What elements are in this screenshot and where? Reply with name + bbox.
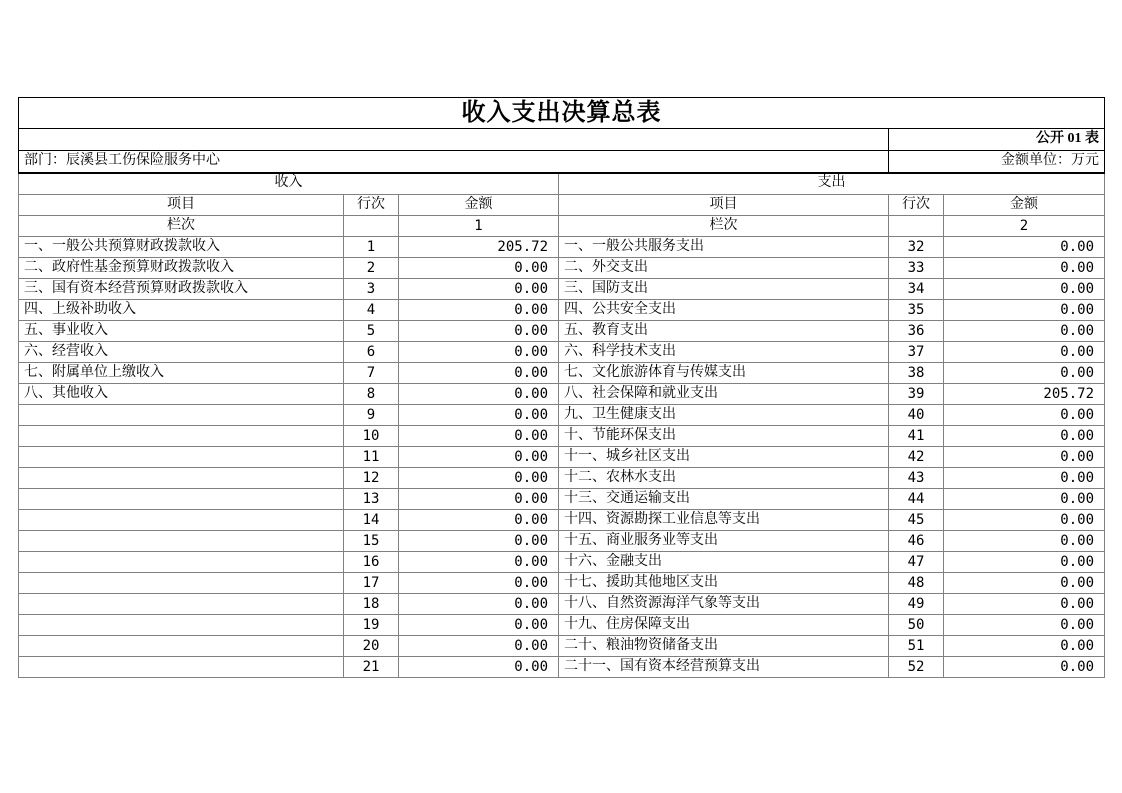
expense-line-cell: 40 bbox=[889, 405, 944, 426]
income-amount-cell: 0.00 bbox=[399, 426, 559, 447]
expense-line-cell: 34 bbox=[889, 279, 944, 300]
table-row bbox=[19, 489, 1105, 510]
income-amount-cell: 0.00 bbox=[399, 342, 559, 363]
expense-line-cell: 45 bbox=[889, 510, 944, 531]
expense-item-cell: 十一、城乡社区支出 bbox=[559, 447, 889, 468]
expense-column-row-label: 栏次 bbox=[559, 216, 889, 237]
table-row bbox=[19, 426, 1105, 447]
income-amount-cell: 0.00 bbox=[399, 552, 559, 573]
expense-amount-cell: 0.00 bbox=[944, 573, 1105, 594]
table-row bbox=[19, 657, 1105, 678]
income-line-cell: 13 bbox=[344, 489, 399, 510]
expense-line-cell: 51 bbox=[889, 636, 944, 657]
expense-item-cell: 十、节能环保支出 bbox=[559, 426, 889, 447]
income-amount-cell: 0.00 bbox=[399, 468, 559, 489]
expense-amount-cell: 0.00 bbox=[944, 342, 1105, 363]
income-item-cell bbox=[19, 405, 344, 426]
income-amount-cell: 0.00 bbox=[399, 657, 559, 678]
expense-amount-cell: 0.00 bbox=[944, 321, 1105, 342]
income-line-cell: 9 bbox=[344, 405, 399, 426]
table-row bbox=[19, 405, 1105, 426]
income-amount-cell: 0.00 bbox=[399, 279, 559, 300]
expense-amount-cell: 0.00 bbox=[944, 258, 1105, 279]
income-amount-header: 金额 bbox=[399, 195, 559, 216]
expense-item-cell: 二十一、国有资本经营预算支出 bbox=[559, 657, 889, 678]
income-item-cell bbox=[19, 657, 344, 678]
expense-line-cell: 47 bbox=[889, 552, 944, 573]
table-row bbox=[19, 573, 1105, 594]
expense-amount-cell: 0.00 bbox=[944, 489, 1105, 510]
expense-line-cell: 35 bbox=[889, 300, 944, 321]
income-amount-cell: 0.00 bbox=[399, 636, 559, 657]
expense-item-cell: 十二、农林水支出 bbox=[559, 468, 889, 489]
table-row bbox=[19, 300, 1105, 321]
expense-amount-cell: 0.00 bbox=[944, 447, 1105, 468]
expense-amount-cell: 0.00 bbox=[944, 531, 1105, 552]
expense-line-cell: 43 bbox=[889, 468, 944, 489]
income-line-cell: 5 bbox=[344, 321, 399, 342]
expense-amount-cell: 0.00 bbox=[944, 510, 1105, 531]
table-row bbox=[19, 384, 1105, 405]
expense-column-row-blank bbox=[889, 216, 944, 237]
income-line-cell: 14 bbox=[344, 510, 399, 531]
income-item-cell: 四、上级补助收入 bbox=[19, 300, 344, 321]
income-line-cell: 1 bbox=[344, 237, 399, 258]
expense-amount-cell: 0.00 bbox=[944, 237, 1105, 258]
table-row bbox=[19, 594, 1105, 615]
expense-amount-header: 金额 bbox=[944, 195, 1105, 216]
income-line-cell: 2 bbox=[344, 258, 399, 279]
table-row bbox=[19, 447, 1105, 468]
income-line-cell: 20 bbox=[344, 636, 399, 657]
expense-line-cell: 46 bbox=[889, 531, 944, 552]
expense-line-cell: 42 bbox=[889, 447, 944, 468]
income-item-cell bbox=[19, 615, 344, 636]
income-line-cell: 11 bbox=[344, 447, 399, 468]
income-amount-cell: 0.00 bbox=[399, 321, 559, 342]
income-item-cell: 三、国有资本经营预算财政拨款收入 bbox=[19, 279, 344, 300]
expense-item-cell: 十九、住房保障支出 bbox=[559, 615, 889, 636]
income-amount-cell: 0.00 bbox=[399, 300, 559, 321]
table-row bbox=[19, 342, 1105, 363]
expense-line-cell: 52 bbox=[889, 657, 944, 678]
income-amount-cell: 0.00 bbox=[399, 489, 559, 510]
expense-line-cell: 49 bbox=[889, 594, 944, 615]
income-item-cell: 八、其他收入 bbox=[19, 384, 344, 405]
expense-item-cell: 二、外交支出 bbox=[559, 258, 889, 279]
table-row bbox=[19, 279, 1105, 300]
income-item-header: 项目 bbox=[19, 195, 344, 216]
expense-amount-cell: 205.72 bbox=[944, 384, 1105, 405]
income-column-row-label: 栏次 bbox=[19, 216, 344, 237]
income-line-header: 行次 bbox=[344, 195, 399, 216]
page-title: 收入支出决算总表 bbox=[19, 98, 1105, 129]
income-amount-cell: 0.00 bbox=[399, 405, 559, 426]
income-amount-cell: 0.00 bbox=[399, 363, 559, 384]
expense-amount-cell: 0.00 bbox=[944, 552, 1105, 573]
income-line-cell: 4 bbox=[344, 300, 399, 321]
income-amount-cell: 0.00 bbox=[399, 573, 559, 594]
income-amount-cell: 205.72 bbox=[399, 237, 559, 258]
income-column-number: 1 bbox=[399, 216, 559, 237]
table-row bbox=[19, 258, 1105, 279]
income-amount-cell: 0.00 bbox=[399, 384, 559, 405]
expense-line-cell: 44 bbox=[889, 489, 944, 510]
expense-line-cell: 37 bbox=[889, 342, 944, 363]
income-item-cell bbox=[19, 447, 344, 468]
income-line-cell: 16 bbox=[344, 552, 399, 573]
form-number: 公开 01 表 bbox=[889, 129, 1105, 151]
expense-amount-cell: 0.00 bbox=[944, 300, 1105, 321]
expense-item-cell: 十五、商业服务业等支出 bbox=[559, 531, 889, 552]
expense-column-number: 2 bbox=[944, 216, 1105, 237]
expense-line-cell: 32 bbox=[889, 237, 944, 258]
income-line-cell: 12 bbox=[344, 468, 399, 489]
expense-item-cell: 四、公共安全支出 bbox=[559, 300, 889, 321]
final-accounts-sheet bbox=[18, 97, 1104, 678]
expense-item-cell: 十三、交通运输支出 bbox=[559, 489, 889, 510]
table-row bbox=[19, 468, 1105, 489]
income-amount-cell: 0.00 bbox=[399, 615, 559, 636]
income-amount-cell: 0.00 bbox=[399, 258, 559, 279]
income-line-cell: 6 bbox=[344, 342, 399, 363]
income-item-cell bbox=[19, 636, 344, 657]
expense-amount-cell: 0.00 bbox=[944, 363, 1105, 384]
income-item-cell bbox=[19, 573, 344, 594]
table-row bbox=[19, 636, 1105, 657]
expense-item-cell: 十四、资源勘探工业信息等支出 bbox=[559, 510, 889, 531]
expense-amount-cell: 0.00 bbox=[944, 405, 1105, 426]
expense-item-cell: 七、文化旅游体育与传媒支出 bbox=[559, 363, 889, 384]
expense-item-cell: 五、教育支出 bbox=[559, 321, 889, 342]
income-line-cell: 8 bbox=[344, 384, 399, 405]
income-amount-cell: 0.00 bbox=[399, 447, 559, 468]
income-item-cell: 七、附属单位上缴收入 bbox=[19, 363, 344, 384]
income-item-cell bbox=[19, 489, 344, 510]
expense-line-cell: 41 bbox=[889, 426, 944, 447]
income-line-cell: 21 bbox=[344, 657, 399, 678]
income-item-cell: 六、经营收入 bbox=[19, 342, 344, 363]
expense-item-cell: 九、卫生健康支出 bbox=[559, 405, 889, 426]
expense-item-cell: 十七、援助其他地区支出 bbox=[559, 573, 889, 594]
expense-section-header: 支出 bbox=[559, 173, 1105, 195]
income-line-cell: 3 bbox=[344, 279, 399, 300]
income-line-cell: 10 bbox=[344, 426, 399, 447]
expense-item-cell: 六、科学技术支出 bbox=[559, 342, 889, 363]
income-item-cell bbox=[19, 552, 344, 573]
expense-item-cell: 十六、金融支出 bbox=[559, 552, 889, 573]
expense-line-header: 行次 bbox=[889, 195, 944, 216]
table-row bbox=[19, 510, 1105, 531]
table-row bbox=[19, 615, 1105, 636]
expense-amount-cell: 0.00 bbox=[944, 594, 1105, 615]
expense-item-cell: 三、国防支出 bbox=[559, 279, 889, 300]
expense-line-cell: 39 bbox=[889, 384, 944, 405]
expense-line-cell: 38 bbox=[889, 363, 944, 384]
income-line-cell: 7 bbox=[344, 363, 399, 384]
expense-item-cell: 二十、粮油物资储备支出 bbox=[559, 636, 889, 657]
income-item-cell: 二、政府性基金预算财政拨款收入 bbox=[19, 258, 344, 279]
income-item-cell: 一、一般公共预算财政拨款收入 bbox=[19, 237, 344, 258]
expense-line-cell: 50 bbox=[889, 615, 944, 636]
table-row bbox=[19, 321, 1105, 342]
income-amount-cell: 0.00 bbox=[399, 594, 559, 615]
income-amount-cell: 0.00 bbox=[399, 531, 559, 552]
expense-amount-cell: 0.00 bbox=[944, 615, 1105, 636]
table-row bbox=[19, 237, 1105, 258]
income-line-cell: 17 bbox=[344, 573, 399, 594]
expense-item-header: 项目 bbox=[559, 195, 889, 216]
table-row bbox=[19, 531, 1105, 552]
income-item-cell bbox=[19, 594, 344, 615]
income-item-cell bbox=[19, 531, 344, 552]
expense-amount-cell: 0.00 bbox=[944, 636, 1105, 657]
income-item-cell bbox=[19, 468, 344, 489]
table-row bbox=[19, 363, 1105, 384]
income-expense-final-accounts-table bbox=[18, 97, 1105, 678]
income-amount-cell: 0.00 bbox=[399, 510, 559, 531]
income-line-cell: 18 bbox=[344, 594, 399, 615]
income-item-cell bbox=[19, 510, 344, 531]
income-line-cell: 15 bbox=[344, 531, 399, 552]
expense-line-cell: 33 bbox=[889, 258, 944, 279]
income-line-cell: 19 bbox=[344, 615, 399, 636]
expense-item-cell: 一、一般公共服务支出 bbox=[559, 237, 889, 258]
expense-line-cell: 48 bbox=[889, 573, 944, 594]
meta-blank-cell bbox=[19, 129, 889, 151]
income-column-row-blank bbox=[344, 216, 399, 237]
expense-item-cell: 十八、自然资源海洋气象等支出 bbox=[559, 594, 889, 615]
income-item-cell: 五、事业收入 bbox=[19, 321, 344, 342]
expense-amount-cell: 0.00 bbox=[944, 279, 1105, 300]
expense-line-cell: 36 bbox=[889, 321, 944, 342]
income-section-header: 收入 bbox=[19, 173, 559, 195]
expense-amount-cell: 0.00 bbox=[944, 468, 1105, 489]
table-row bbox=[19, 552, 1105, 573]
expense-item-cell: 八、社会保障和就业支出 bbox=[559, 384, 889, 405]
expense-amount-cell: 0.00 bbox=[944, 426, 1105, 447]
department-label: 部门：辰溪县工伤保险服务中心 bbox=[19, 151, 889, 173]
expense-amount-cell: 0.00 bbox=[944, 657, 1105, 678]
income-item-cell bbox=[19, 426, 344, 447]
unit-label: 金额单位：万元 bbox=[889, 151, 1105, 173]
